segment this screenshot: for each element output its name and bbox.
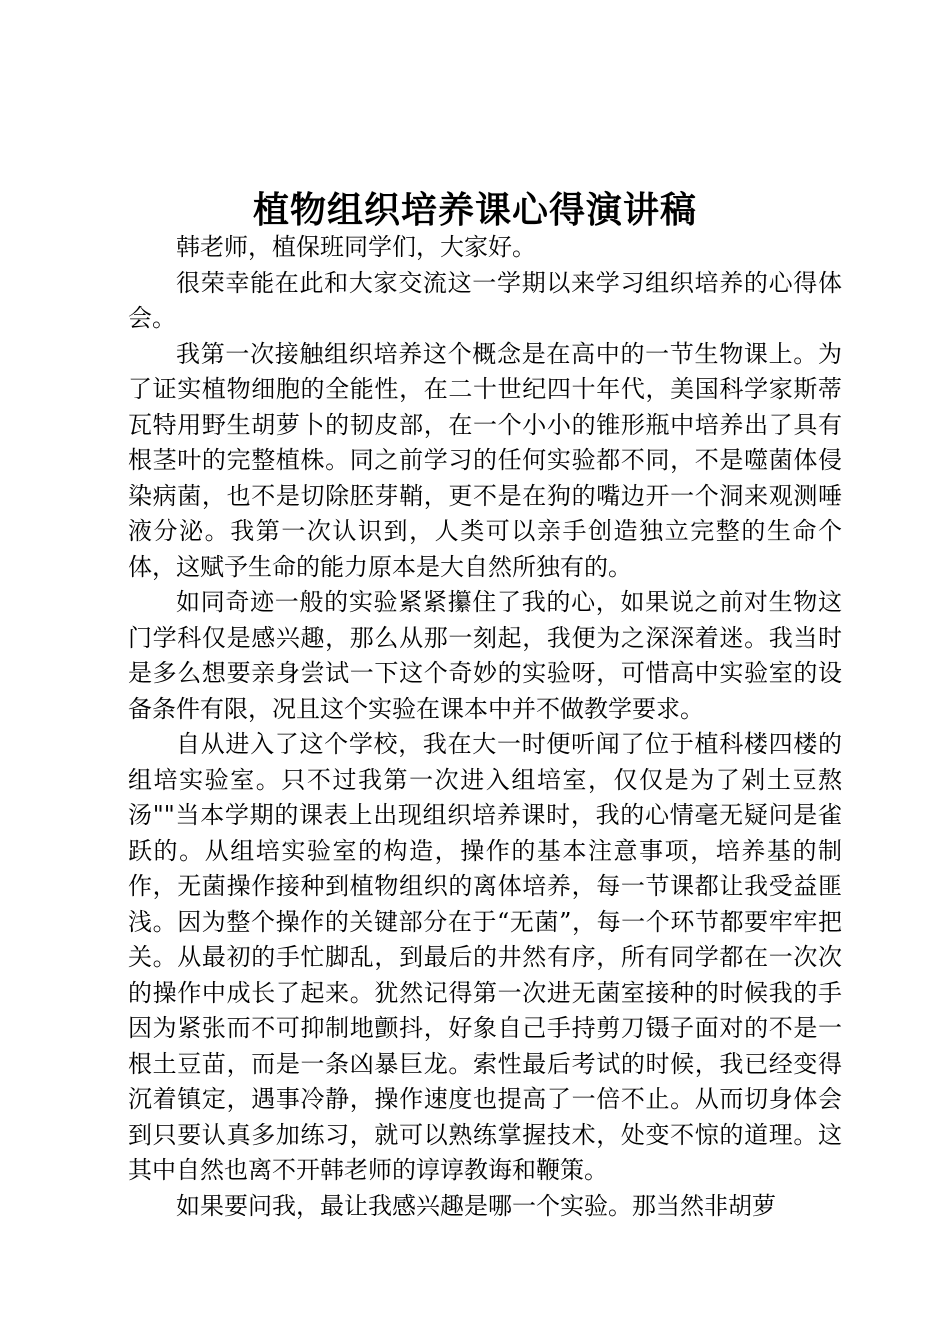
- paragraph-greeting: 韩老师，植保班同学们，大家好。: [176, 233, 536, 261]
- paragraph: 很荣幸能在此和大家交流这一学期以来学习组织培养的心得体会。: [128, 268, 842, 332]
- paragraph: 自从进入了这个学校，我在大一时便听闻了位于植科楼四楼的组培实验室。只不过我第一次进入组培室，仅仅是为了剁土豆熬汤""当本学期的课表上出现组织培养课时，我的心情毫无疑问是雀跃的。从组培实验室的构造，操作的基本注意事项，培养基的制作，无菌操作接种到植物组织的离体培养，每一节课都让我受益匪浅。因为整个操作的关键部分在于“无菌”，每一个环节都要牢牢把关。从最初的手忙脚乱，到最后的井然有序，所有同学都在一次次的操作中成长了起来。犹然记得第一次进无菌室接种的时候我的手因为紧张而不可抑制地颤抖，好象自己手持剪刀镊子面对的不是一根土豆苗，而是一条凶暴巨龙。索性最后考试的时候，我已经变得沉着镇定，遇事冷静，操作速度也提高了一倍不止。从而切身体会到只要认真多加练习，就可以熟练掌握技术，处变不惊的道理。这其中自然也离不开韩老师的谆谆教诲和鞭策。: [128, 730, 842, 1184]
- paragraph: 如果要问我，最让我感兴趣是哪一个实验。那当然非胡萝: [176, 1191, 776, 1220]
- paragraph: 如同奇迹一般的实验紧紧攥住了我的心，如果说之前对生物这门学科仅是感兴趣，那么从那一刻起，我便为之深深着迷。我当时是多么想要亲身尝试一下这个奇妙的实验呀，可惜高中实验室的设备条件有限，况且这个实验在课本中并不做教学要求。: [128, 588, 842, 723]
- document-body: [128, 230, 842, 1224]
- document-title: 植物组织培养课心得演讲稿: [252, 189, 697, 231]
- paragraph: 我第一次接触组织培养这个概念是在高中的一节生物课上。为了证实植物细胞的全能性，在二十世纪四十年代，美国科学家斯蒂瓦特用野生胡萝卜的韧皮部，在一个小小的锥形瓶中培养出了具有根茎叶的完整植株。同之前学习的任何实验都不同，不是噬菌体侵染病菌，也不是切除胚芽鞘，更不是在狗的嘴边开一个洞来观测唾液分泌。我第一次认识到，人类可以亲手创造独立完整的生命个体，这赋予生命的能力原本是大自然所独有的。: [128, 339, 842, 581]
